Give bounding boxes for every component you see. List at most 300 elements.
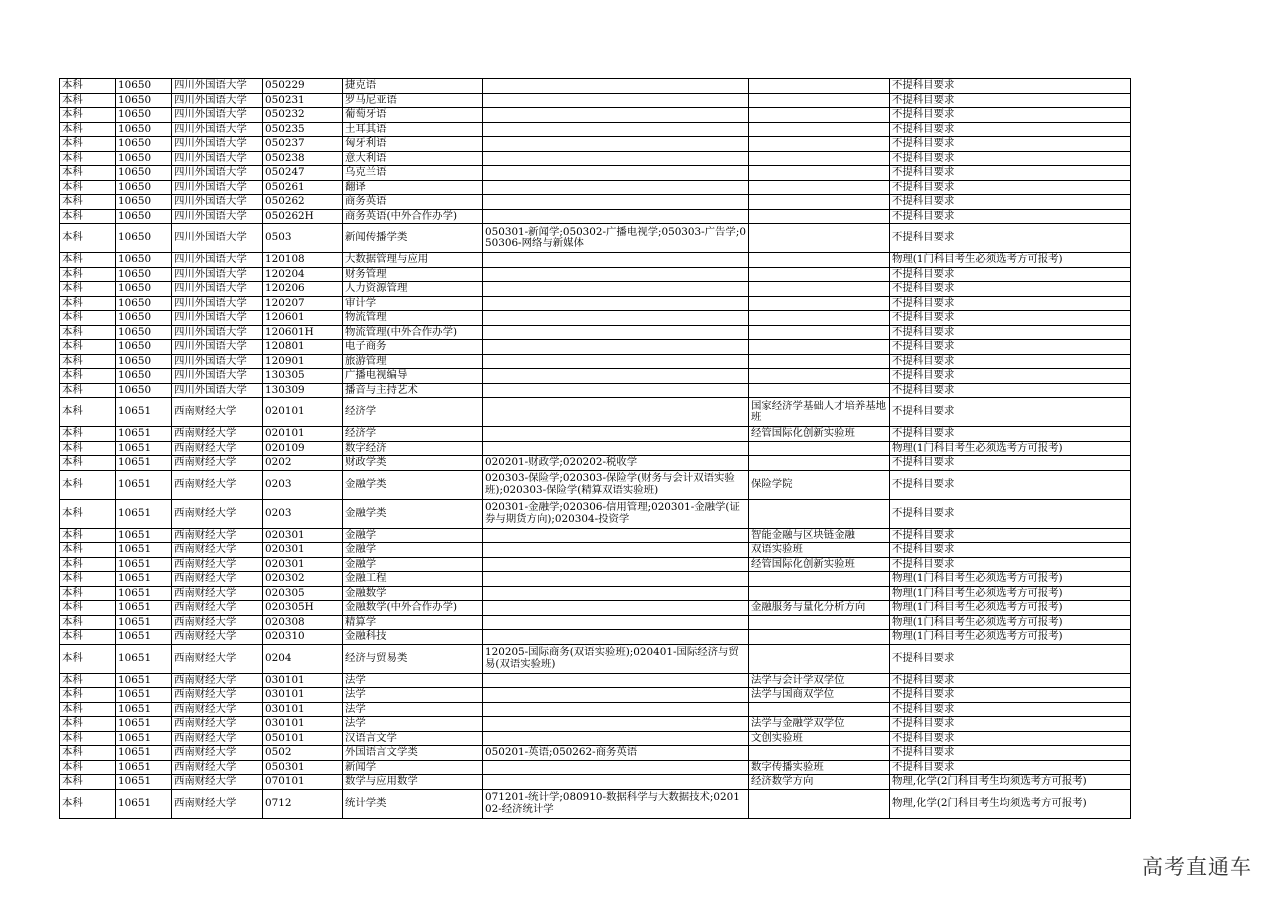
major-name-cell: 匈牙利语: [343, 137, 483, 152]
major-name-cell: 捷克语: [343, 79, 483, 94]
school-code-cell: 10651: [116, 731, 172, 746]
remark-cell: 经管国际化创新实验班: [749, 427, 890, 442]
school-name-cell: 四川外国语大学: [172, 369, 263, 384]
table-row: [60, 644, 1131, 673]
subject-requirement-cell: 不提科目要求: [890, 137, 1131, 152]
major-name-cell: 经济与贸易类: [343, 644, 483, 673]
level-cell: 本科: [60, 456, 116, 471]
subject-requirement-cell: 不提科目要求: [890, 746, 1131, 761]
table-row: [60, 615, 1131, 630]
major-code-cell: 030101: [263, 688, 343, 703]
school-name-cell: 西南财经大学: [172, 760, 263, 775]
school-name-cell: 西南财经大学: [172, 789, 263, 818]
table-body: [60, 79, 1131, 819]
table-row: [60, 137, 1131, 152]
subject-requirement-cell: 物理,化学(2门科目考生均须选考方可报考): [890, 789, 1131, 818]
level-cell: 本科: [60, 311, 116, 326]
included-majors-cell: 050201-英语;050262-商务英语: [483, 746, 749, 761]
school-code-cell: 10651: [116, 746, 172, 761]
major-code-cell: 120207: [263, 296, 343, 311]
table-row: [60, 383, 1131, 398]
table-row: [60, 93, 1131, 108]
remark-cell: [749, 296, 890, 311]
level-cell: 本科: [60, 673, 116, 688]
school-code-cell: 10650: [116, 151, 172, 166]
table-row: [60, 296, 1131, 311]
level-cell: 本科: [60, 108, 116, 123]
subject-requirement-cell: 不提科目要求: [890, 760, 1131, 775]
included-majors-cell: [483, 354, 749, 369]
included-majors-cell: [483, 717, 749, 732]
table-row: [60, 528, 1131, 543]
major-code-cell: 120901: [263, 354, 343, 369]
major-name-cell: 旅游管理: [343, 354, 483, 369]
table-row: [60, 151, 1131, 166]
school-name-cell: 西南财经大学: [172, 717, 263, 732]
level-cell: 本科: [60, 615, 116, 630]
school-name-cell: 西南财经大学: [172, 499, 263, 528]
level-cell: 本科: [60, 325, 116, 340]
level-cell: 本科: [60, 267, 116, 282]
remark-cell: [749, 151, 890, 166]
major-code-cell: 0204: [263, 644, 343, 673]
school-code-cell: 10650: [116, 340, 172, 355]
subject-requirement-cell: 物理(1门科目考生必须选考方可报考): [890, 253, 1131, 268]
major-code-cell: 020302: [263, 572, 343, 587]
level-cell: 本科: [60, 746, 116, 761]
remark-cell: [749, 122, 890, 137]
included-majors-cell: [483, 615, 749, 630]
remark-cell: [749, 79, 890, 94]
remark-cell: [749, 311, 890, 326]
level-cell: 本科: [60, 528, 116, 543]
major-code-cell: 050262: [263, 195, 343, 210]
level-cell: 本科: [60, 383, 116, 398]
included-majors-cell: [483, 383, 749, 398]
subject-requirement-cell: 不提科目要求: [890, 383, 1131, 398]
table-row: [60, 775, 1131, 790]
major-name-cell: 金融工程: [343, 572, 483, 587]
major-name-cell: 数字经济: [343, 441, 483, 456]
level-cell: 本科: [60, 717, 116, 732]
subject-requirement-cell: 不提科目要求: [890, 296, 1131, 311]
level-cell: 本科: [60, 543, 116, 558]
major-name-cell: 经济学: [343, 398, 483, 427]
remark-cell: [749, 441, 890, 456]
included-majors-cell: [483, 311, 749, 326]
school-code-cell: 10650: [116, 354, 172, 369]
remark-cell: [749, 615, 890, 630]
level-cell: 本科: [60, 601, 116, 616]
major-code-cell: 020305: [263, 586, 343, 601]
table-row: [60, 282, 1131, 297]
table-row: [60, 325, 1131, 340]
major-name-cell: 葡萄牙语: [343, 108, 483, 123]
school-name-cell: 四川外国语大学: [172, 79, 263, 94]
school-name-cell: 西南财经大学: [172, 731, 263, 746]
major-name-cell: 金融数学(中外合作办学): [343, 601, 483, 616]
school-name-cell: 西南财经大学: [172, 543, 263, 558]
included-majors-cell: [483, 601, 749, 616]
major-code-cell: 050231: [263, 93, 343, 108]
table-row: [60, 369, 1131, 384]
subject-requirement-cell: 不提科目要求: [890, 557, 1131, 572]
included-majors-cell: [483, 93, 749, 108]
level-cell: 本科: [60, 470, 116, 499]
level-cell: 本科: [60, 789, 116, 818]
school-name-cell: 四川外国语大学: [172, 108, 263, 123]
school-name-cell: 四川外国语大学: [172, 354, 263, 369]
remark-cell: [749, 224, 890, 253]
included-majors-cell: [483, 195, 749, 210]
remark-cell: [749, 340, 890, 355]
remark-cell: [749, 746, 890, 761]
included-majors-cell: 020301-金融学;020306-信用管理;020301-金融学(证券与期货方向);020304-投资学: [483, 499, 749, 528]
included-majors-cell: 120205-国际商务(双语实验班);020401-国际经济与贸易(双语实验班): [483, 644, 749, 673]
included-majors-cell: [483, 340, 749, 355]
major-code-cell: 0203: [263, 499, 343, 528]
table-row: [60, 209, 1131, 224]
included-majors-cell: [483, 543, 749, 558]
major-code-cell: 020301: [263, 528, 343, 543]
level-cell: 本科: [60, 441, 116, 456]
remark-cell: 文创实验班: [749, 731, 890, 746]
major-name-cell: 财务管理: [343, 267, 483, 282]
school-code-cell: 10651: [116, 543, 172, 558]
major-code-cell: 020101: [263, 427, 343, 442]
school-code-cell: 10651: [116, 702, 172, 717]
remark-cell: [749, 195, 890, 210]
major-code-cell: 030101: [263, 673, 343, 688]
school-code-cell: 10651: [116, 644, 172, 673]
remark-cell: [749, 644, 890, 673]
table-row: [60, 456, 1131, 471]
school-code-cell: 10650: [116, 209, 172, 224]
school-code-cell: 10650: [116, 296, 172, 311]
remark-cell: [749, 180, 890, 195]
major-name-cell: 物流管理(中外合作办学): [343, 325, 483, 340]
table-row: [60, 224, 1131, 253]
major-code-cell: 050232: [263, 108, 343, 123]
school-code-cell: 10651: [116, 528, 172, 543]
subject-requirement-cell: 不提科目要求: [890, 180, 1131, 195]
major-name-cell: 法学: [343, 673, 483, 688]
major-code-cell: 050301: [263, 760, 343, 775]
major-name-cell: 金融学: [343, 528, 483, 543]
school-code-cell: 10650: [116, 166, 172, 181]
level-cell: 本科: [60, 79, 116, 94]
subject-requirement-cell: 不提科目要求: [890, 369, 1131, 384]
level-cell: 本科: [60, 398, 116, 427]
school-name-cell: 西南财经大学: [172, 528, 263, 543]
level-cell: 本科: [60, 209, 116, 224]
table-row: [60, 702, 1131, 717]
subject-requirement-cell: 不提科目要求: [890, 282, 1131, 297]
major-name-cell: 金融数学: [343, 586, 483, 601]
school-name-cell: 四川外国语大学: [172, 224, 263, 253]
subject-requirement-cell: 不提科目要求: [890, 427, 1131, 442]
school-code-cell: 10650: [116, 369, 172, 384]
remark-cell: [749, 253, 890, 268]
major-code-cell: 050247: [263, 166, 343, 181]
table-row: [60, 441, 1131, 456]
included-majors-cell: [483, 557, 749, 572]
subject-requirement-cell: 不提科目要求: [890, 354, 1131, 369]
level-cell: 本科: [60, 282, 116, 297]
major-code-cell: 120601: [263, 311, 343, 326]
table-row: [60, 731, 1131, 746]
major-name-cell: 翻译: [343, 180, 483, 195]
table-row: [60, 760, 1131, 775]
school-code-cell: 10651: [116, 601, 172, 616]
major-code-cell: 030101: [263, 717, 343, 732]
major-code-cell: 0712: [263, 789, 343, 818]
included-majors-cell: [483, 209, 749, 224]
table-row: [60, 122, 1131, 137]
subject-requirement-cell: 不提科目要求: [890, 717, 1131, 732]
level-cell: 本科: [60, 151, 116, 166]
school-code-cell: 10651: [116, 673, 172, 688]
major-name-cell: 经济学: [343, 427, 483, 442]
school-name-cell: 四川外国语大学: [172, 122, 263, 137]
remark-cell: [749, 586, 890, 601]
included-majors-cell: [483, 137, 749, 152]
remark-cell: [749, 383, 890, 398]
level-cell: 本科: [60, 557, 116, 572]
subject-requirement-cell: 物理,化学(2门科目考生均须选考方可报考): [890, 775, 1131, 790]
level-cell: 本科: [60, 688, 116, 703]
subject-requirement-cell: 不提科目要求: [890, 702, 1131, 717]
major-name-cell: 播音与主持艺术: [343, 383, 483, 398]
school-name-cell: 西南财经大学: [172, 456, 263, 471]
major-code-cell: 050235: [263, 122, 343, 137]
major-code-cell: 050237: [263, 137, 343, 152]
table-row: [60, 311, 1131, 326]
school-code-cell: 10650: [116, 79, 172, 94]
major-name-cell: 数学与应用数学: [343, 775, 483, 790]
major-name-cell: 物流管理: [343, 311, 483, 326]
school-name-cell: 四川外国语大学: [172, 195, 263, 210]
school-name-cell: 西南财经大学: [172, 746, 263, 761]
major-code-cell: 020310: [263, 630, 343, 645]
subject-requirement-cell: 不提科目要求: [890, 224, 1131, 253]
remark-cell: 数字传播实验班: [749, 760, 890, 775]
level-cell: 本科: [60, 354, 116, 369]
remark-cell: 国家经济学基础人才培养基地班: [749, 398, 890, 427]
school-code-cell: 10650: [116, 267, 172, 282]
major-name-cell: 商务英语: [343, 195, 483, 210]
school-name-cell: 西南财经大学: [172, 601, 263, 616]
remark-cell: 经管国际化创新实验班: [749, 557, 890, 572]
included-majors-cell: [483, 180, 749, 195]
school-name-cell: 西南财经大学: [172, 702, 263, 717]
school-code-cell: 10651: [116, 427, 172, 442]
school-name-cell: 四川外国语大学: [172, 137, 263, 152]
table-row: [60, 79, 1131, 94]
major-code-cell: 020308: [263, 615, 343, 630]
remark-cell: [749, 325, 890, 340]
subject-requirement-cell: 不提科目要求: [890, 688, 1131, 703]
school-code-cell: 10651: [116, 398, 172, 427]
school-name-cell: 四川外国语大学: [172, 151, 263, 166]
major-name-cell: 财政学类: [343, 456, 483, 471]
major-name-cell: 新闻传播学类: [343, 224, 483, 253]
major-name-cell: 汉语言文学: [343, 731, 483, 746]
table-row: [60, 180, 1131, 195]
table-row: [60, 601, 1131, 616]
subject-requirement-cell: 不提科目要求: [890, 151, 1131, 166]
school-name-cell: 西南财经大学: [172, 615, 263, 630]
included-majors-cell: [483, 151, 749, 166]
major-name-cell: 金融学: [343, 557, 483, 572]
subject-requirement-cell: 不提科目要求: [890, 456, 1131, 471]
major-name-cell: 外国语言文学类: [343, 746, 483, 761]
table-row: [60, 470, 1131, 499]
table-row: [60, 688, 1131, 703]
level-cell: 本科: [60, 427, 116, 442]
remark-cell: [749, 702, 890, 717]
included-majors-cell: [483, 79, 749, 94]
major-name-cell: 精算学: [343, 615, 483, 630]
table-row: [60, 398, 1131, 427]
major-code-cell: 0202: [263, 456, 343, 471]
subject-requirement-cell: 不提科目要求: [890, 470, 1131, 499]
school-name-cell: 西南财经大学: [172, 572, 263, 587]
major-name-cell: 乌克兰语: [343, 166, 483, 181]
subject-requirement-cell: 不提科目要求: [890, 673, 1131, 688]
major-code-cell: 050229: [263, 79, 343, 94]
subject-requirement-cell: 不提科目要求: [890, 195, 1131, 210]
major-name-cell: 统计学类: [343, 789, 483, 818]
table-row: [60, 340, 1131, 355]
subject-requirement-cell: 不提科目要求: [890, 79, 1131, 94]
school-name-cell: 四川外国语大学: [172, 209, 263, 224]
major-name-cell: 金融学: [343, 543, 483, 558]
school-code-cell: 10650: [116, 195, 172, 210]
level-cell: 本科: [60, 296, 116, 311]
remark-cell: [749, 137, 890, 152]
remark-cell: 法学与国商双学位: [749, 688, 890, 703]
remark-cell: [749, 93, 890, 108]
table-row: [60, 717, 1131, 732]
school-name-cell: 四川外国语大学: [172, 267, 263, 282]
school-name-cell: 西南财经大学: [172, 586, 263, 601]
remark-cell: [749, 369, 890, 384]
major-code-cell: 0503: [263, 224, 343, 253]
school-name-cell: 四川外国语大学: [172, 383, 263, 398]
school-code-cell: 10650: [116, 282, 172, 297]
major-code-cell: 020301: [263, 557, 343, 572]
remark-cell: 金融服务与量化分析方向: [749, 601, 890, 616]
admission-table: [59, 78, 1131, 819]
major-code-cell: 130309: [263, 383, 343, 398]
school-code-cell: 10650: [116, 383, 172, 398]
major-code-cell: 120801: [263, 340, 343, 355]
school-name-cell: 西南财经大学: [172, 427, 263, 442]
major-name-cell: 意大利语: [343, 151, 483, 166]
remark-cell: [749, 209, 890, 224]
major-code-cell: 020101: [263, 398, 343, 427]
school-name-cell: 西南财经大学: [172, 398, 263, 427]
school-name-cell: 西南财经大学: [172, 688, 263, 703]
level-cell: 本科: [60, 630, 116, 645]
table-row: [60, 789, 1131, 818]
school-code-cell: 10650: [116, 224, 172, 253]
school-code-cell: 10651: [116, 470, 172, 499]
school-name-cell: 西南财经大学: [172, 644, 263, 673]
school-code-cell: 10651: [116, 557, 172, 572]
subject-requirement-cell: 物理(1门科目考生必须选考方可报考): [890, 441, 1131, 456]
major-code-cell: 050101: [263, 731, 343, 746]
included-majors-cell: [483, 369, 749, 384]
included-majors-cell: [483, 267, 749, 282]
school-name-cell: 四川外国语大学: [172, 311, 263, 326]
remark-cell: 经济数学方向: [749, 775, 890, 790]
school-code-cell: 10650: [116, 325, 172, 340]
major-name-cell: 金融科技: [343, 630, 483, 645]
remark-cell: [749, 166, 890, 181]
table-row: [60, 253, 1131, 268]
school-code-cell: 10651: [116, 615, 172, 630]
remark-cell: 双语实验班: [749, 543, 890, 558]
subject-requirement-cell: 不提科目要求: [890, 267, 1131, 282]
major-code-cell: 030101: [263, 702, 343, 717]
school-name-cell: 西南财经大学: [172, 441, 263, 456]
included-majors-cell: [483, 702, 749, 717]
remark-cell: [749, 499, 890, 528]
included-majors-cell: [483, 427, 749, 442]
subject-requirement-cell: 物理(1门科目考生必须选考方可报考): [890, 586, 1131, 601]
major-code-cell: 020301: [263, 543, 343, 558]
school-code-cell: 10651: [116, 586, 172, 601]
remark-cell: [749, 267, 890, 282]
major-name-cell: 法学: [343, 717, 483, 732]
included-majors-cell: [483, 731, 749, 746]
level-cell: 本科: [60, 760, 116, 775]
included-majors-cell: [483, 166, 749, 181]
level-cell: 本科: [60, 775, 116, 790]
school-name-cell: 西南财经大学: [172, 673, 263, 688]
major-code-cell: 070101: [263, 775, 343, 790]
school-name-cell: 四川外国语大学: [172, 93, 263, 108]
school-name-cell: 西南财经大学: [172, 630, 263, 645]
level-cell: 本科: [60, 137, 116, 152]
remark-cell: [749, 630, 890, 645]
school-name-cell: 四川外国语大学: [172, 296, 263, 311]
school-code-cell: 10650: [116, 311, 172, 326]
included-majors-cell: [483, 441, 749, 456]
level-cell: 本科: [60, 253, 116, 268]
subject-requirement-cell: 不提科目要求: [890, 166, 1131, 181]
major-code-cell: 050238: [263, 151, 343, 166]
remark-cell: 法学与会计学双学位: [749, 673, 890, 688]
major-name-cell: 商务英语(中外合作办学): [343, 209, 483, 224]
subject-requirement-cell: 不提科目要求: [890, 644, 1131, 673]
school-code-cell: 10651: [116, 717, 172, 732]
major-code-cell: 120204: [263, 267, 343, 282]
school-code-cell: 10651: [116, 572, 172, 587]
table-row: [60, 572, 1131, 587]
subject-requirement-cell: 不提科目要求: [890, 398, 1131, 427]
major-code-cell: 120601H: [263, 325, 343, 340]
major-name-cell: 法学: [343, 688, 483, 703]
included-majors-cell: 071201-统计学;080910-数据科学与大数据技术;020102-经济统计学: [483, 789, 749, 818]
subject-requirement-cell: 不提科目要求: [890, 528, 1131, 543]
subject-requirement-cell: 不提科目要求: [890, 543, 1131, 558]
subject-requirement-cell: 不提科目要求: [890, 325, 1131, 340]
level-cell: 本科: [60, 499, 116, 528]
subject-requirement-cell: 物理(1门科目考生必须选考方可报考): [890, 572, 1131, 587]
